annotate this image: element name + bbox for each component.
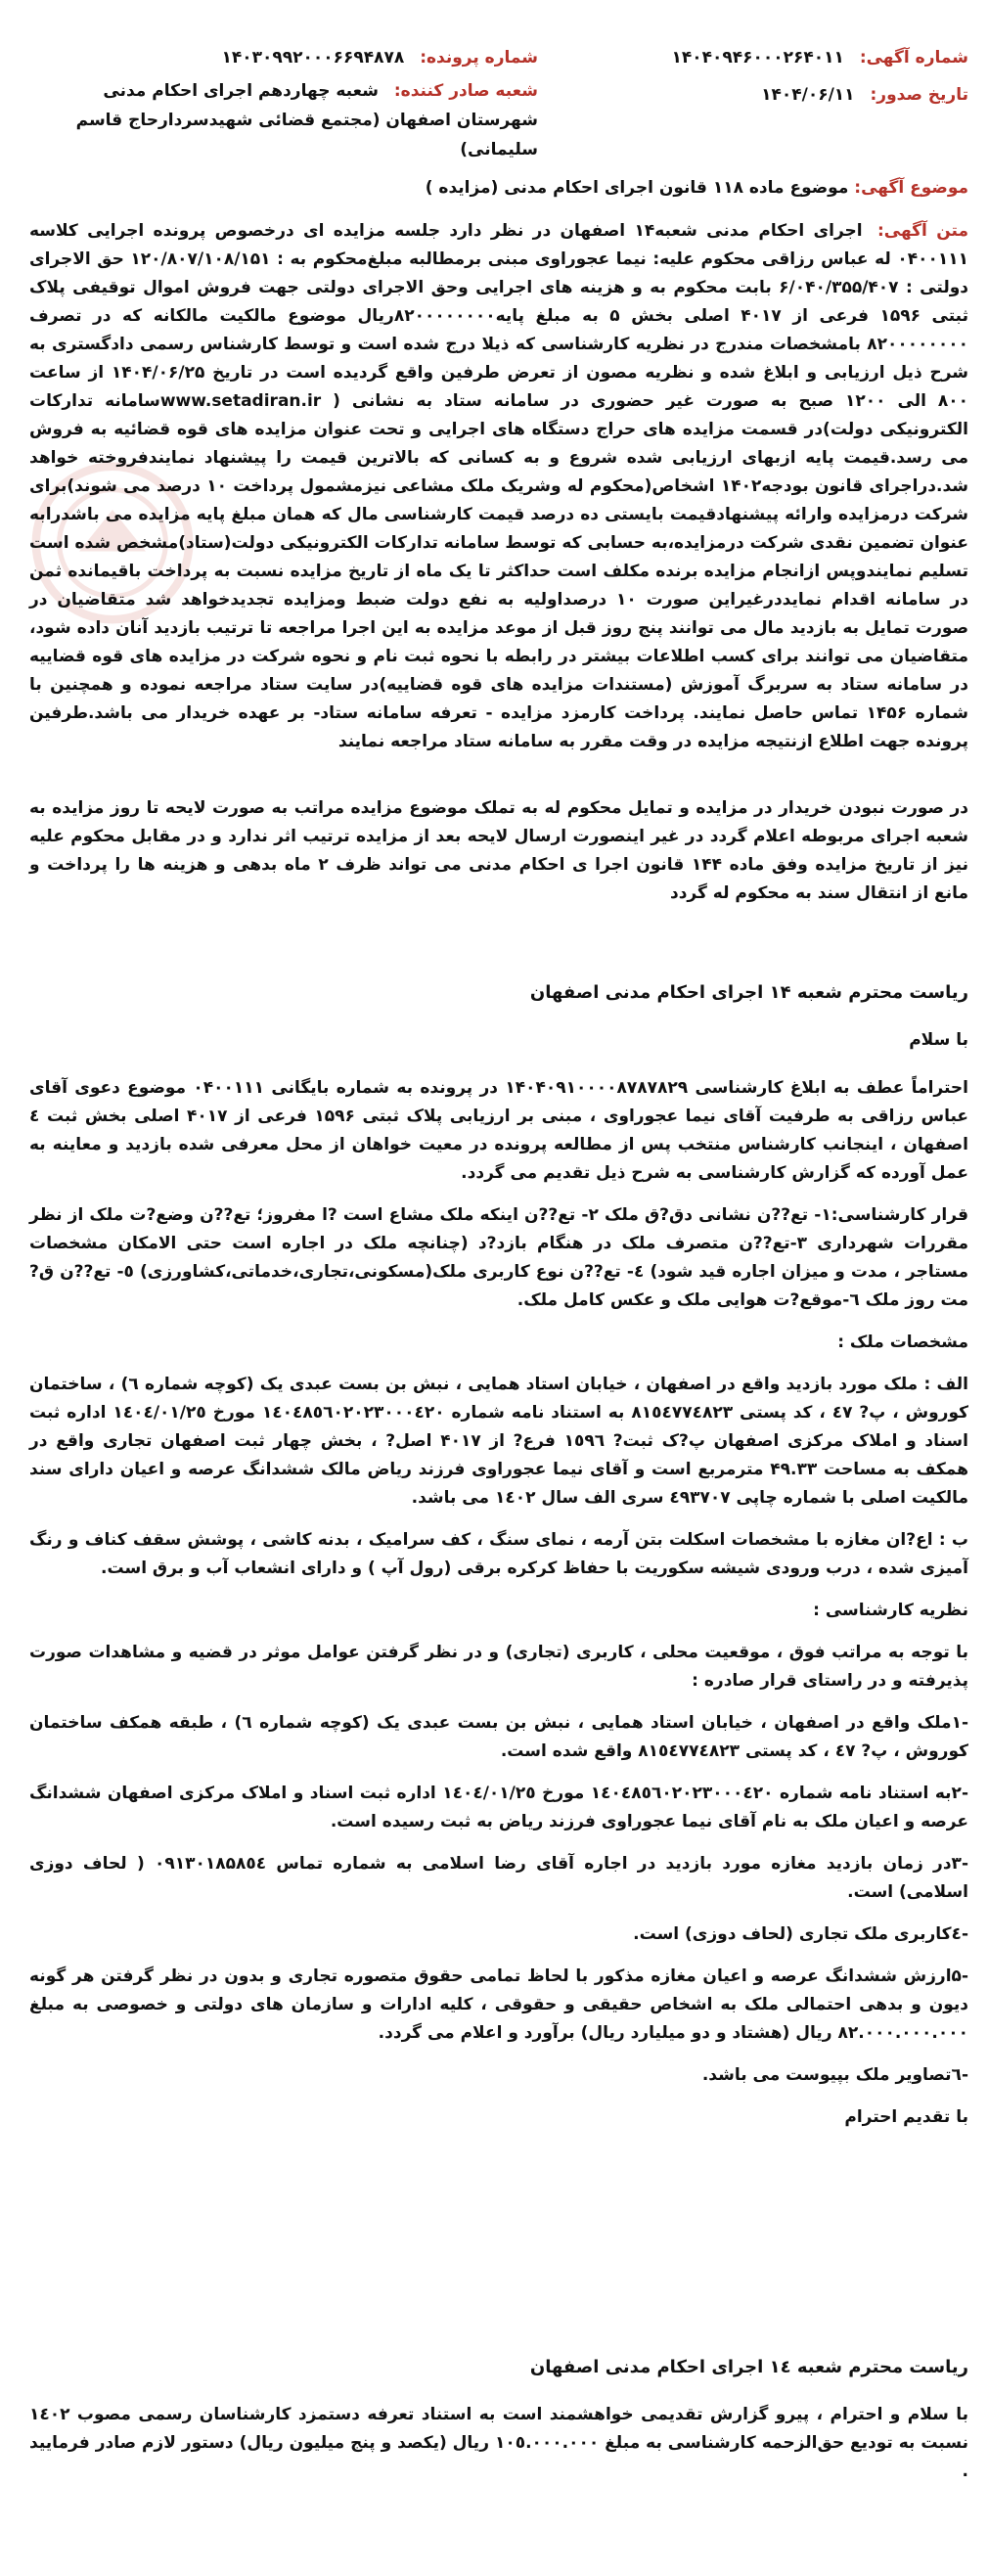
ad-body-text: اجرای احکام مدنی شعبه۱۴ اصفهان در نظر دارد جلسه مزایده ای درخصوص پرونده اجرایی کلاسه ۰۴۰۰۱۱۱ له عباس رزاقی محکوم علیه: نیما عجوراوی مبنی برمطالبه مبلغ‌محکوم به : ۱۲۰/۸۰۷/۱۰۸/۱۵۱ حق الاجرای دولتی : ۶/۰۴۰/۳۵۵/۴۰۷ بابت محکوم به و هزینه های اجرایی وحق الاجرای دولتی جهت فروش اموال توقیفی پلاک ثبتی ۱۵۹۶ فرعی از ۴۰۱۷ اصلی بخش ۵ به مبلغ پایه۸۲۰۰۰۰۰۰۰۰ریال موضوع مالکیت مالکانه که در تصرف ۸۲۰۰۰۰۰۰۰۰ بامشخصات مندرج در نظریه کارشناسی که ذیلا درج شده است و توسط کارشناس رسمی دادگستری به شرح ذیل ارزیابی و ابلاغ شده و نظریه مصون از تعرض طرفین واقع گردیده است در تاریخ ۱۴۰۴/۰۶/۲۵ از ساعت ۸۰۰ الی ۱۲۰۰ صبح به صورت غیر حضوری در سامانه ستاد به نشانی ( www.setadiran.irسامانه تدارکات الکترونیکی دولت)در قسمت مزایده های حراج دستگاه های اجرایی و تحت عنوان مزایده های قوه قضائیه به فروش می رسد.قیمت پایه ازبهای ارزیابی شده شروع و به کسانی که بالاترین قیمت را پیشنهاد نمایندفروخته خواهد شد.دراجرای قانون بودجه۱۴۰۲ اشخاص(محکوم له وشریک ملک مشاعی نیزمشمول پرداخت ۱۰ درصد می شوند)برای شرکت درمزایده وارائه پیشنهادقیمت بایستی ده درصد قیمت کارشناسی مال که همان مبلغ پایه مزایده می باشدرابه عنوان تضمین نقدی شرکت درمزایده،به حسابی که توسط سامانه تدارکات الکترونیکی دولت(ستاد)مشخص شده است تسلیم نمایندوپس ازانجام مزایده برنده مکلف است حداکثر تا یک ماه از تاریخ مزایده نسبت به پرداخت باقیمانده ثمن در سامانه اقدام نمایددرغیراین صورت ۱۰ درصداولیه به نفع دولت ضبط ومزایده تجدیدخواهد شد متقاضیان در صورت تمایل به بازدید مال می توانند پنج روز قبل از موعد مزایده به این اجرا مراجعه تا ترتیب بازدید آنان داده شود، متقاضیان می توانند برای کسب اطلاعات بیشتر در رابطه با نحوه ثبت نام و نحوه شرکت در مزایده های قوه قضاییه در سامانه ستاد به سربرگ آموزش (مستندات مزایده های قوه قضاییه)در سایت ستاد مراجعه نموده و همچنین با شماره ۱۴۵۶ تماس حاصل نمایند. پرداخت کارمزد مزایده - تعرفه سامانه ستاد- بر عهده خریدار می باشد.طرفین پرونده جهت اطلاع ازنتیجه مزایده در وقت مقرر به سامانه ستاد مراجعه نمایند	[29, 221, 969, 751]
letter1-item-3: -۳در زمان بازدید مغازه مورد بازدید در اجاره آقای رضا اسلامی به شماره تماس ۰۹۱۳۰۱۸۵۸٥٤ ( لحاف دوزی اسلامی) است.	[29, 1854, 968, 1902]
header-left-column	[29, 39, 538, 164]
letter1-item-6: -٦تصاویر ملک بپیوست می باشد.	[701, 2065, 968, 2085]
ad-clause-buyer-absence: در صورت نبودن خریدار در مزایده و تمایل محکوم له به تملک موضوع مزایده مراتب به صورت لایحه تا روز مزایده به شعبه اجرای مربوطه اعلام گردد در غیر اینصورت ارسال لایحه بعد از مزایده ترتیب اثر ندارد و در مقابل محکوم علیه نیز از تاریخ مزایده وفق ماده ۱۴۴ قانون اجرا ی احکام مدنی می تواند ظرف ۲ ماه بدهی و هزینه ها را پرداخت و مانع از انتقال سند به محکوم له گردد	[29, 798, 968, 903]
ad-subject	[29, 178, 968, 198]
ad-body	[29, 217, 968, 756]
letter1-addressee: ریاست محترم شعبه ۱۴ اجرای احکام مدنی اصفهان	[529, 982, 968, 1003]
header-right-column	[528, 39, 968, 113]
expert-report-letter	[29, 978, 968, 2132]
letter1-decision: قرار کارشناسی:۱- تع??ن نشانی دق?ق ملک ۲- تع??ن اینکه ملک مشاع است ?ا مفروز؛ تع??ن وضع?ت ملک از نظر مقررات شهرداری ۳-تع??ن متصرف ملک در هنگام بازد?د (چنانچه ملک در اجاره است حتی الامکان مشخصات مستاجر ، مدت و میزان اجاره قید شود) ٤- تع??ن نوع کاربری ملک(مسکونی،تجاری،خدماتی،کشاورزی) ٥- تع??ن ق?مت روز ملک ٦-موقع?ت هوایی ملک و عکس کامل ملک.	[29, 1205, 968, 1310]
fee-request-letter	[29, 2353, 968, 2486]
letter2-body: با سلام و احترام ، پیرو گزارش تقدیمی خواهشمند است به استناد تعرفه دستمزد کارشناسان رسمی مصوب ۱٤٠٢ نسبت به تودیع حق‌الزحمه کارشناسی به مبلغ ۱۰٥.۰۰۰.۰۰۰ ریال (یکصد و پنج میلیون ریال) دستور لازم صادر فرمایید .	[29, 2405, 969, 2481]
letter2-addressee: ریاست محترم شعبه ١٤ اجرای احکام مدنی اصفهان	[529, 2357, 968, 2377]
issue-date-label: تاریخ صدور:	[870, 85, 968, 105]
letter1-intro: احتراماً عطف به ابلاغ کارشناسی ۱۴۰۴۰۹۱۰۰۰۰۸۷۸۷۸۲۹ در پرونده به شماره بایگانی ۰۴۰۰۱۱۱ موضوع دعوی آقای عباس رزاقی به طرفیت آقای نیما عجوراوی ، مبنی بر ارزیابی پلاک ثبتی ۱۵۹۶ فرعی از ۴۰۱۷ اصلی بخش ثبت ٤ اصفهان ، اینجانب کارشناس منتخب پس از مطالعه پرونده در معیت خواهان از محل معرفی شده بازدید و معاینه به عمل آورده که گزارش کارشناسی به شرح ذیل تقدیم می گردد.	[29, 1078, 969, 1183]
issuer-row	[29, 76, 538, 164]
letter1-opinion-heading: نظریه کارشناسی :	[813, 1601, 968, 1620]
subject-label: موضوع آگهی:	[854, 178, 968, 198]
letter1-opinion-intro: با توجه به مراتب فوق ، موقعیت محلی ، کاربری (تجاری) و در نظر گرفتن عوامل موثر در قضیه و مشاهدات صورت پذیرفته و در راستای قرار صادره :	[29, 1643, 968, 1691]
letter1-item-1: -۱ملک واقع در اصفهان ، خیابان استاد همایی ، نبش بن بست عبدی یک (کوچه شماره ٦) ، طبقه همکف ساختمان کوروش ، پ? ٤٧ ، کد پستی ۸۱٥٤٧٧٤٨٢٣ واقع شده است.	[29, 1713, 969, 1761]
ad-header	[29, 39, 968, 157]
letter1-spec-a: الف : ملک مورد بازدید واقع در اصفهان ، خیابان استاد همایی ، نبش بن بست عبدی یک (کوچه شماره ٦) ، ساختمان کوروش ، پ? ٤٧ ، کد پستی ۸۱٥٤٧٧٤٨٢٣ به استناد نامه شماره ۱٤٠٤٨٥٦٠٢٠٢٣٠٠٠٤٢٠ مورخ ۱٤٠٤/۰۱/۲٥ اداره ثبت اسناد و املاک مرکزی اصفهان پ?ک ثبت? ۱٥٩٦ فرع? از ۴۰۱۷ اصل? ، بخش چهار ثبت اصفهان تجاری واقع در همکف به مساحت ۴۹.۳۳ مترمربع است و آقای نیما عجوراوی فرزند ریاض مالک ششدانگ عرصه و اعیان دارای سند مالکیت اصلی با شماره چاپی ٤٩٣٧٠٧ سری الف سال ۱٤٠٢ می باشد.	[29, 1375, 968, 1508]
issue-date-row	[528, 76, 968, 113]
issue-date: ۱۴۰۴/۰۶/۱۱	[761, 85, 855, 105]
letter1-closing: با تقدیم احترام	[844, 2107, 968, 2127]
letter1-item-4: -٤کاربری ملک تجاری (لحاف دوزی) است.	[633, 1924, 968, 1944]
file-number: ۱۴۰۳۰۹۹۲۰۰۰۶۶۹۴۸۷۸	[221, 48, 405, 68]
ad-body-label: متن آگهی:	[876, 221, 968, 241]
ad-number-row	[528, 39, 968, 76]
ad-number: ۱۴۰۴۰۹۴۶۰۰۰۲۶۴۰۱۱	[671, 48, 844, 68]
letter1-specs-heading: مشخصات ملک :	[837, 1333, 968, 1352]
ad-number-label: شماره آگهی:	[859, 48, 968, 68]
letter1-spec-b: ب : اع?ان مغازه با مشخصات اسکلت بتن آرمه ، نمای سنگ ، کف سرامیک ، بدنه کاشی ، پوشش سقف کناف و رنگ آمیزی شده ، درب ورودی شیشه سکوریت با حفاظ کرکره برقی (رول آپ ) و دارای انشعاب آب و برق است.	[29, 1530, 968, 1578]
letter1-greeting: با سلام	[909, 1030, 968, 1050]
letter1-item-2: -۲به استناد نامه شماره ۱٤٠٤٨٥٦٠٢٠٢٣٠٠٠٤٢٠ مورخ ۱٤٠٤/۰۱/۲٥ اداره ثبت اسناد و املاک مرکزی اصفهان ششدانگ عرصه و اعیان ملک به نام آقای نیما عجوراوی فرزند ریاض به ثبت رسیده است.	[29, 1784, 968, 1831]
subject-text: موضوع ماده ۱۱۸ قانون اجرای احکام مدنی (مزایده )	[425, 178, 849, 198]
file-number-row	[29, 39, 538, 76]
issuer-label: شعبه صادر کننده:	[393, 81, 538, 101]
letter1-item-5: -۵ارزش ششدانگ عرصه و اعیان مغازه مذکور با لحاظ تمامی حقوق متصوره تجاری و بدون در نظر گرفتن هر گونه دیون و بدهی احتمالی ملک به اشخاص حقیقی و حقوقی ، کلیه ادارات و سازمان های دولتی و خصوصی به مبلغ ۸۲.۰۰۰.۰۰۰.۰۰۰ ریال (هشتاد و دو میلیارد ریال) برآورد و اعلام می گردد.	[29, 1966, 968, 2043]
file-number-label: شماره پرونده:	[420, 48, 538, 68]
issuer-name: شعبه چهاردهم اجرای احکام مدنی شهرستان اصفهان (مجتمع قضائی شهیدسردارحاج قاسم سلیمانی)	[75, 81, 538, 159]
